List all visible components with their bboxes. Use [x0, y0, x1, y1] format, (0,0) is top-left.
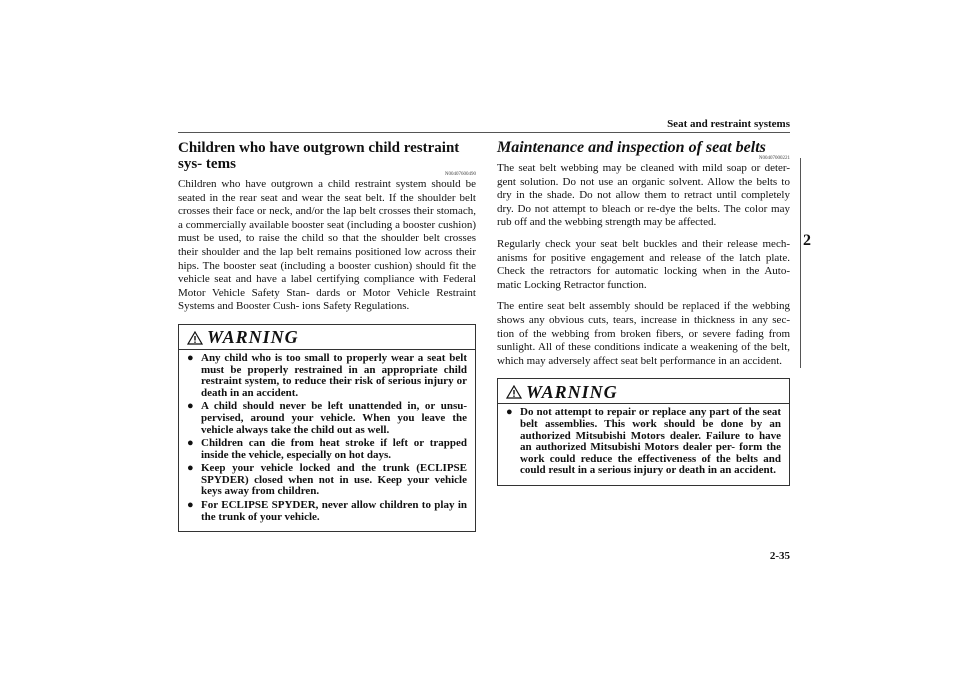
warning-triangle-icon [187, 331, 203, 345]
bullet-icon: ● [187, 400, 194, 413]
section-code: N00407000221 [758, 156, 790, 161]
warning-item: ● For ECLIPSE SPYDER, never allow children to play in the trunk of your vehicle. [187, 499, 467, 523]
warning-header [179, 327, 475, 350]
warning-item: ● Do not attempt to repair or replace any part of the seat belt assemblies. This work should be done by an authorized Mitsubishi Motors dealer. Failure to have an authorized Mitsubishi Motors dealer per- form the work could reduce the effectiveness of the belts and could result in a serious injury or death in an accident. [506, 406, 781, 477]
chapter-tab [800, 158, 823, 368]
warning-item: ● Any child who is too small to properly wear a seat belt must be properly restrained in an appropriate child restraint system, to reduce their risk of serious injury or death in an accident. [187, 351, 467, 399]
right-column [497, 140, 790, 486]
warning-box [178, 324, 476, 532]
body-paragraph: Children who have outgrown a child restraint system should be seated in the rear seat and wear the seat belt. If the shoulder belt crosses their face or neck, and/or the lap belt crosses their stomach, a commercially available booster seat (including a booster cushion) must be used, to raise the child so that the shoulder belt crosses their shoulder and the lap belt remains positioned low across their hips. The booster seat (including a booster cushion) should fit the vehicle seat and have a label certifying compliance with Federal Motor Vehicle Safety Stan- dards or Motor Vehicle Restraint Systems and Booster Cush- ions Safety Regulations. [178, 178, 476, 313]
bullet-icon: ● [187, 462, 194, 475]
left-column [178, 140, 476, 532]
body-paragraph: Regularly check your seat belt buckles and their release mech- anisms for positive engagement and release of the latch plate. Check the retractors for automatic locking when in the Auto- matic Locking Retractor function. [497, 237, 790, 291]
warning-triangle-icon [506, 385, 522, 399]
warning-title: WARNING [207, 327, 299, 348]
bullet-icon: ● [187, 351, 194, 364]
warning-title: WARNING [526, 381, 618, 402]
body-paragraph: The entire seat belt assembly should be replaced if the webbing shows any obvious cuts, tears, increase in thickness in any sec- tion of the webbing from broken fibers, or severe fading from sunlight. All of these conditions indicate a weakening of the belt, which may adversely affect seat belt performance in an accident. [497, 300, 790, 367]
warning-box [497, 378, 790, 486]
warning-header [498, 381, 789, 404]
header-rule [178, 132, 790, 133]
warning-item: ● Children can die from heat stroke if left or trapped inside the vehicle, especially on hot days. [187, 437, 467, 461]
warning-item: ● A child should never be left unattended in, or unsu- pervised, around your vehicle. When you leave the vehicle always take the child out as well. [187, 400, 467, 436]
warning-item: ● Keep your vehicle locked and the trunk (ECLIPSE SPYDER) closed when not in use. Keep your vehicle keys away from children. [187, 462, 467, 498]
bullet-icon: ● [506, 406, 513, 419]
page-number: 2-35 [769, 550, 790, 562]
section-heading: Children who have outgrown child restraint sys- tems [178, 140, 460, 172]
section-heading: Maintenance and inspection of seat belts [497, 139, 766, 156]
section-code: N00407600490 [444, 172, 476, 177]
bullet-icon: ● [187, 437, 194, 450]
body-paragraph: The seat belt webbing may be cleaned with mild soap or deter- gent solution. Do not use an organic solvent. Allow the belts to dry in the shade. Do not allow them to retract until completely dry. Do not attempt to bleach or re-dye the belts. The color may rub off and the webbing strength may be affected. [497, 162, 790, 229]
running-header: Seat and restraint systems [667, 118, 790, 130]
bullet-icon: ● [187, 499, 194, 512]
chapter-number: 2 [803, 232, 811, 249]
